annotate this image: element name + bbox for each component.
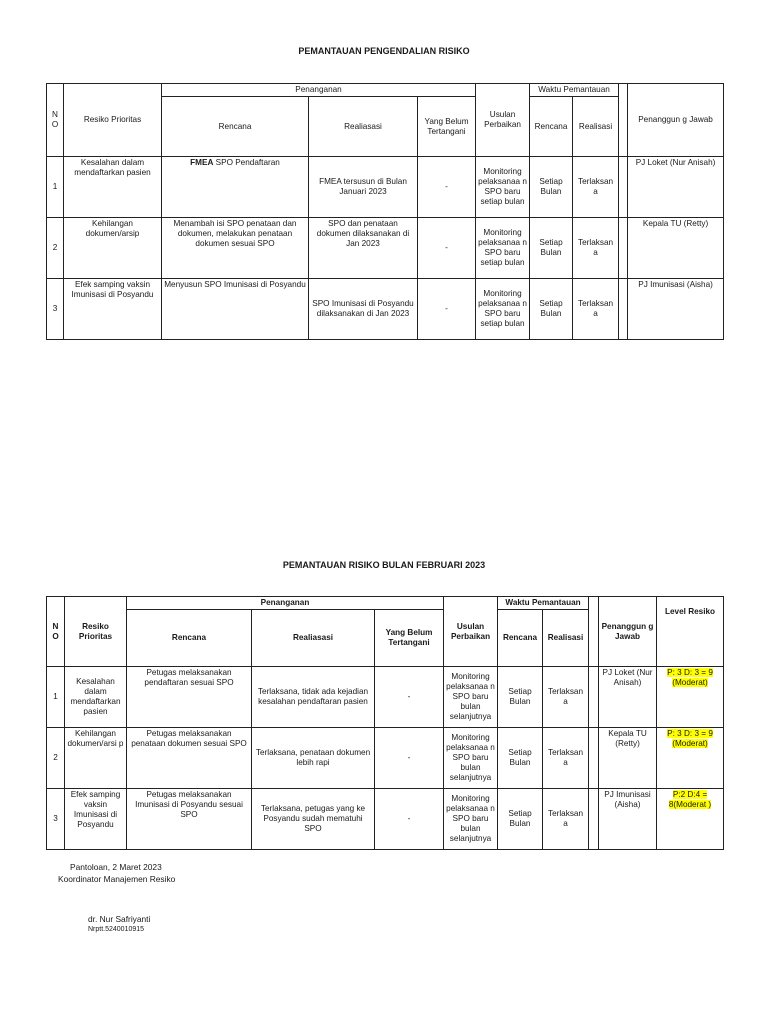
row-realisasi: Terlaksana, petugas yang ke Posyandu sudah mematuhi SPO [252, 789, 375, 850]
table-row [47, 157, 724, 218]
row-waktu-realisasi: Terlaksan a [543, 789, 589, 850]
row-rencana-text: SPO Pendaftaran [213, 158, 280, 167]
header-penanganan: Penanganan [162, 84, 476, 97]
row-usulan: Monitoring pelaksanaa n SPO baru bulan selanjutnya [444, 667, 498, 728]
row-no: 1 [47, 157, 64, 218]
row-rencana: Petugas melaksanakan pendaftaran sesuai SPO [127, 667, 252, 728]
row-waktu-realisasi: Terlaksan a [543, 728, 589, 789]
header-waktu-rencana: Rencana [498, 610, 543, 667]
table-row [47, 728, 724, 789]
row-belum: - [375, 667, 444, 728]
doc2-title: PEMANTAUAN RISIKO BULAN FEBRUARI 2023 [282, 560, 486, 570]
row-waktu-realisasi: Terlaksan a [543, 667, 589, 728]
row-resiko: Kesalahan dalam mendaftarkan pasien [65, 667, 127, 728]
row-rencana [162, 279, 309, 340]
row-resiko: Kehilangan dokumen/arsip [64, 218, 162, 279]
header-realisasi: Realiasasi [252, 610, 375, 667]
spacer-cell [589, 789, 599, 850]
row-no: 2 [47, 728, 65, 789]
row-rencana-text: Menyusun SPO Imunisasi di Posyandu [164, 280, 306, 289]
row-pj: PJ Imunisasi (Aisha) [628, 279, 724, 340]
table-row [47, 218, 724, 279]
level-badge: P:2 D:4 = 8(Moderat ) [668, 790, 712, 809]
row-waktu-rencana: Setiap Bulan [498, 789, 543, 850]
header-belum: Yang Belum Tertangani [375, 610, 444, 667]
table-row [47, 667, 724, 728]
header-no: N O [47, 597, 65, 667]
spacer-cell [619, 157, 628, 218]
row-waktu-rencana: Setiap Bulan [530, 218, 573, 279]
row-realisasi: SPO Imunisasi di Posyandu dilaksanakan di Jan 2023 [309, 279, 418, 340]
row-rencana [162, 218, 309, 279]
doc1-risk-table [46, 83, 724, 340]
row-usulan: Monitoring pelaksanaa n SPO baru bulan selanjutnya [444, 728, 498, 789]
header-rencana: Rencana [162, 97, 309, 157]
row-pj: PJ Loket (Nur Anisah) [628, 157, 724, 218]
header-waktu: Waktu Pemantauan [530, 84, 619, 97]
row-belum: - [375, 728, 444, 789]
header-belum: Yang Belum Tertangani [418, 97, 476, 157]
row-waktu-rencana: Setiap Bulan [530, 279, 573, 340]
row-realisasi: SPO dan penataan dokumen dilaksanakan di Jan 2023 [309, 218, 418, 279]
doc1-title: PEMANTAUAN PENGENDALIAN RISIKO [298, 46, 470, 56]
header-no: N O [47, 84, 64, 157]
header-pj: Penanggun g Jawab [628, 84, 724, 157]
header-usulan: Usulan Perbaikan [444, 597, 498, 667]
row-waktu-rencana: Setiap Bulan [498, 667, 543, 728]
header-waktu: Waktu Pemantauan [498, 597, 589, 610]
row-belum: - [418, 157, 476, 218]
row-pj: Kepala TU (Retty) [628, 218, 724, 279]
header-penanganan: Penanganan [127, 597, 444, 610]
row-realisasi: Terlaksana, penataan dokumen lebih rapi [252, 728, 375, 789]
header-realisasi: Realiasasi [309, 97, 418, 157]
doc2-risk-table [46, 596, 724, 850]
row-waktu-realisasi: Terlaksan a [573, 157, 619, 218]
header-waktu-rencana: Rencana [530, 97, 573, 157]
row-resiko: Kesalahan dalam mendaftarkan pasien [64, 157, 162, 218]
row-waktu-realisasi: Terlaksan a [573, 279, 619, 340]
header-rencana: Rencana [127, 610, 252, 667]
row-pj: PJ Imunisasi (Aisha) [599, 789, 657, 850]
row-level [657, 667, 724, 728]
row-rencana: Petugas melaksanakan Imunisasi di Posyandu sesuai SPO [127, 789, 252, 850]
signature-role: Koordinator Manajemen Resiko [58, 874, 176, 884]
signature-place-date: Pantoloan, 2 Maret 2023 [70, 862, 162, 872]
spacer-cell [589, 728, 599, 789]
row-usulan: Monitoring pelaksanaa n SPO baru bulan selanjutnya [444, 789, 498, 850]
row-waktu-rencana: Setiap Bulan [498, 728, 543, 789]
row-level [657, 789, 724, 850]
header-waktu-realisasi: Realisasi [573, 97, 619, 157]
spacer-cell [619, 84, 628, 157]
spacer-cell [589, 667, 599, 728]
row-usulan: Monitoring pelaksanaa n SPO baru setiap bulan [476, 279, 530, 340]
row-usulan: Monitoring pelaksanaa n SPO baru setiap bulan [476, 157, 530, 218]
spacer-cell [589, 597, 599, 667]
row-no: 3 [47, 279, 64, 340]
level-badge: P: 3 D: 3 = 9 (Moderat) [667, 729, 713, 748]
row-rencana [162, 157, 309, 218]
row-rencana: Petugas melaksanakan penataan dokumen sesuai SPO [127, 728, 252, 789]
row-waktu-rencana: Setiap Bulan [530, 157, 573, 218]
row-usulan: Monitoring pelaksanaa n SPO baru setiap bulan [476, 218, 530, 279]
spacer-cell [619, 279, 628, 340]
row-no: 3 [47, 789, 65, 850]
row-pj: Kepala TU (Retty) [599, 728, 657, 789]
level-badge: P: 3 D: 3 = 9 (Moderat) [667, 668, 713, 687]
row-realisasi: FMEA tersusun di Bulan Januari 2023 [309, 157, 418, 218]
row-rencana-bold: FMEA [190, 158, 214, 167]
header-waktu-realisasi: Realisasi [543, 610, 589, 667]
signature-name: dr. Nur Safriyanti [88, 914, 151, 924]
row-belum: - [418, 279, 476, 340]
row-belum: - [375, 789, 444, 850]
table-row [47, 279, 724, 340]
table-row [47, 789, 724, 850]
row-belum: - [418, 218, 476, 279]
row-no: 2 [47, 218, 64, 279]
row-resiko: Kehilangan dokumen/arsi p [65, 728, 127, 789]
spacer-cell [619, 218, 628, 279]
row-no: 1 [47, 667, 65, 728]
header-level: Level Resiko [657, 597, 724, 667]
signature-nip: Nrptt.5240010915 [88, 926, 145, 933]
row-level [657, 728, 724, 789]
row-rencana-text: Menambah isi SPO penataan dan dokumen, melakukan penataan dokumen sesuai SPO [173, 219, 297, 248]
header-pj: Penanggun g Jawab [599, 597, 657, 667]
row-resiko: Efek samping vaksin Imunisasi di Posyandu [64, 279, 162, 340]
row-pj: PJ Loket (Nur Anisah) [599, 667, 657, 728]
row-waktu-realisasi: Terlaksan a [573, 218, 619, 279]
header-usulan: Usulan Perbaikan [476, 84, 530, 157]
row-realisasi: Terlaksana, tidak ada kejadian kesalahan pendaftaran pasien [252, 667, 375, 728]
header-resiko: Resiko Prioritas [64, 84, 162, 157]
row-resiko: Efek samping vaksin Imunisasi di Posyandu [65, 789, 127, 850]
header-resiko: Resiko Prioritas [65, 597, 127, 667]
